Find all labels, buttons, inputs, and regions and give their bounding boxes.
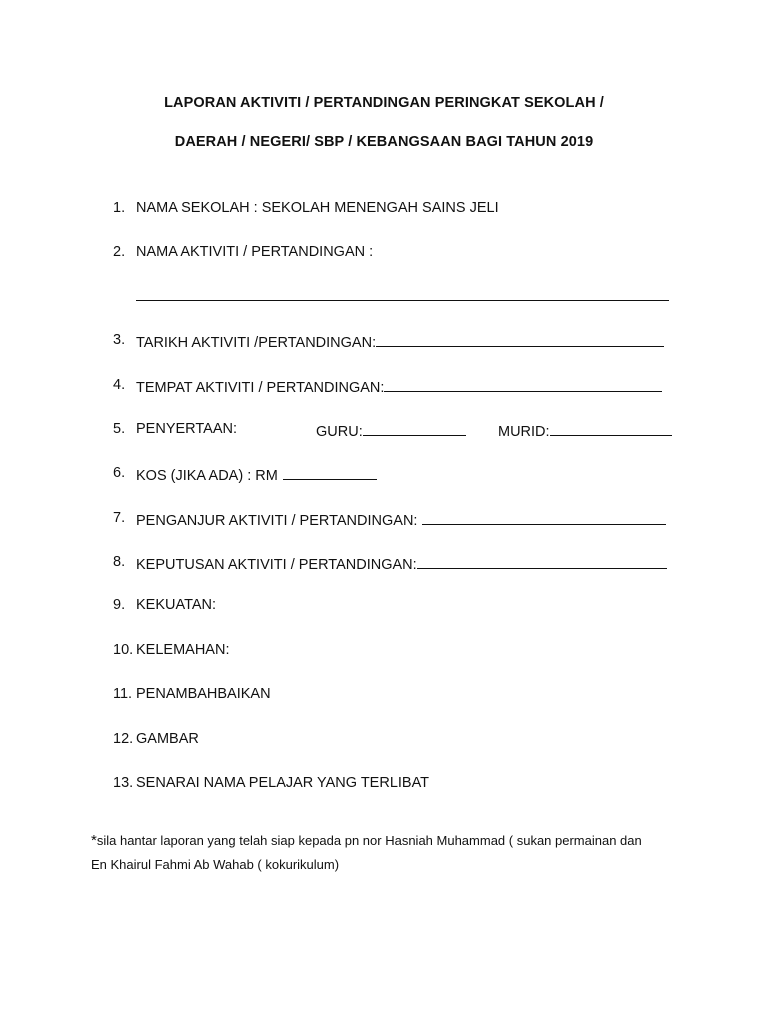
cost-label: KOS (JIKA ADA) : RM [136,468,278,484]
item-number: 10. [113,642,134,658]
result-label: KEPUTUSAN AKTIVITI / PERTANDINGAN: [136,557,417,573]
venue-row [136,377,662,396]
activity-name-label: NAMA AKTIVITI / PERTANDINGAN : [136,244,374,260]
strengths-label: KEKUATAN: [136,597,217,613]
report-title-line-2: DAERAH / NEGERI/ SBP / KEBANGSAAN BAGI TAHUN 2019 [174,134,594,150]
organizer-label: PENGANJUR AKTIVITI / PERTANDINGAN: [136,513,418,529]
student-list-label: SENARAI NAMA PELAJAR YANG TERLIBAT [136,775,430,791]
item-number: 8. [113,554,126,570]
submission-note-line-2: En Khairul Fahmi Ab Wahab ( kokurikulum) [91,857,340,872]
item-number: 4. [113,377,126,393]
item-number: 13. [113,775,134,791]
item-number: 12. [113,731,134,747]
submission-note-line-1 [91,832,642,849]
report-title-line-1: LAPORAN AKTIVITI / PERTANDINGAN PERINGKAT SEKOLAH / [164,95,604,111]
teacher-blank[interactable] [363,421,466,436]
cost-row [136,465,377,484]
note-text-1: sila hantar laporan yang telah siap kepada pn nor Hasniah Muhammad ( sukan permainan dan [96,833,642,848]
improvements-label: PENAMBAHBAIKAN [136,686,271,702]
item-number: 2. [113,244,126,260]
date-blank[interactable] [376,332,664,347]
organizer-row [136,510,666,529]
student-label: MURID: [498,424,550,440]
participation-label: PENYERTAAN: [136,421,237,437]
note-asterisk: * [91,832,97,849]
item-number: 1. [113,200,126,216]
item-number: 9. [113,597,126,613]
activity-name-blank[interactable] [136,300,669,301]
venue-blank[interactable] [384,377,662,392]
cost-blank[interactable] [283,465,377,480]
student-field [498,421,672,440]
item-number: 3. [113,332,126,348]
pictures-label: GAMBAR [136,731,199,747]
item-number: 7. [113,510,126,526]
venue-label: TEMPAT AKTIVITI / PERTANDINGAN: [136,380,385,396]
item-number: 5. [113,421,126,437]
item-number: 11. [113,686,133,702]
weaknesses-label: KELEMAHAN: [136,642,230,658]
teacher-field [316,421,466,440]
item-number: 6. [113,465,126,481]
student-blank[interactable] [550,421,672,436]
organizer-blank[interactable] [422,510,666,525]
result-row [136,554,667,573]
date-label: TARIKH AKTIVITI /PERTANDINGAN: [136,335,377,351]
teacher-label: GURU: [316,424,363,440]
school-name-label: NAMA SEKOLAH : SEKOLAH MENENGAH SAINS JELI [136,200,499,216]
date-row [136,332,664,351]
result-blank[interactable] [417,554,667,569]
